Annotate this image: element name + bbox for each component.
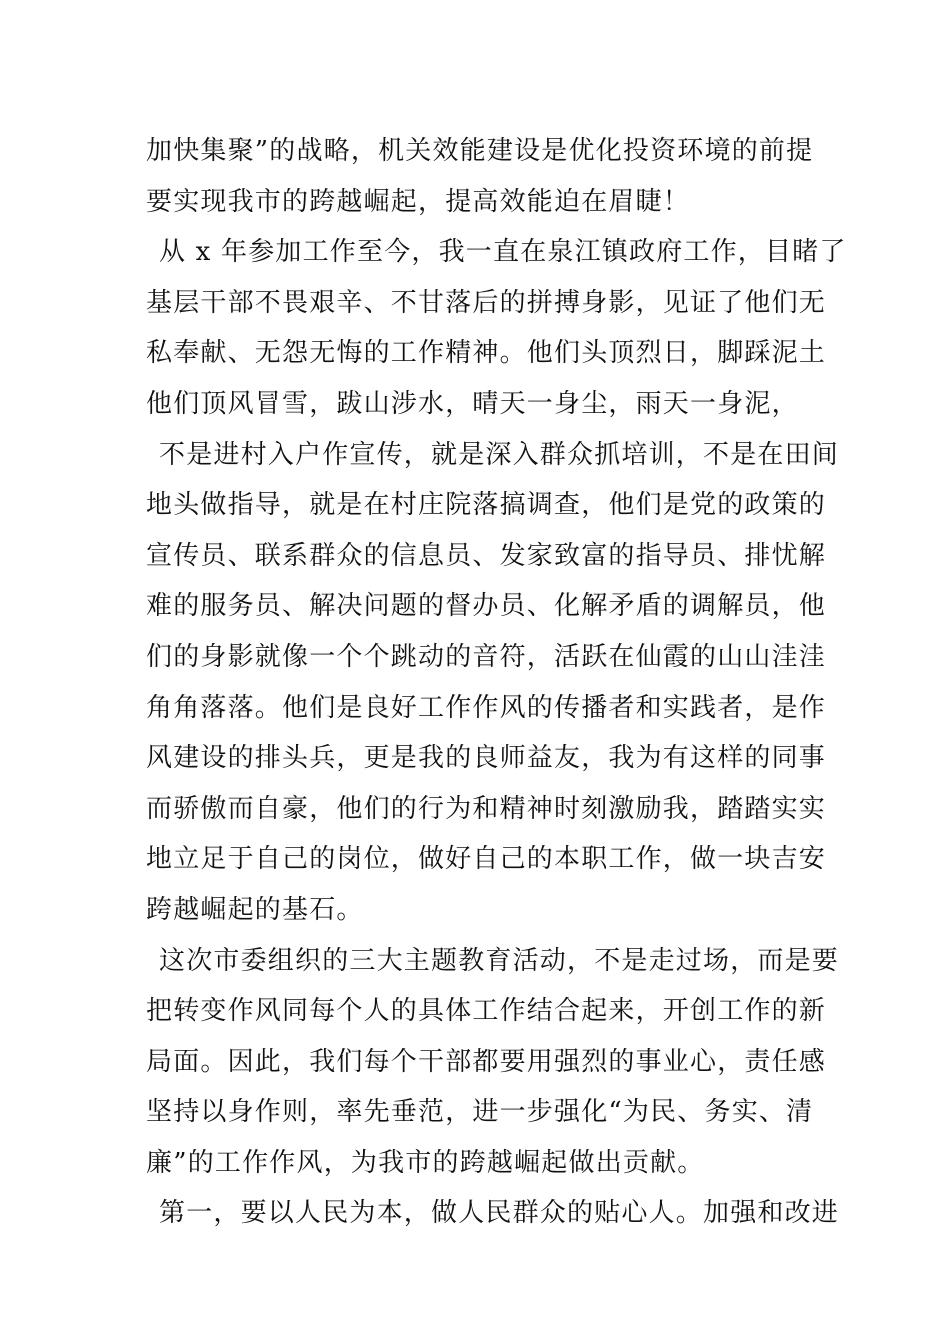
- paragraph-start-line: 第一，要以人民为本，做人民群众的贴心人。加强和改进: [159, 1198, 840, 1229]
- text-line: 角角落落。他们是良好工作作风的传播者和实践者，是作: [146, 692, 827, 723]
- text-line: 宣传员、联系群众的信息员、发家致富的指导员、排忧解: [146, 540, 827, 571]
- text-line: 们的身影就像一个个跳动的音符，活跃在仙霞的山山洼洼: [146, 641, 827, 672]
- text-line: 私奉献、无怨无悔的工作精神。他们头顶烈日，脚踩泥土: [146, 338, 827, 369]
- text-line: 而骄傲而自豪，他们的行为和精神时刻激励我，踏踏实实: [146, 793, 827, 824]
- text-line: 局面。因此，我们每个干部都要用强烈的事业心，责任感: [146, 1046, 827, 1077]
- text-line: 要实现我市的跨越崛起，提高效能迫在眉睫！: [146, 186, 691, 217]
- paragraph-start-line: 从 x 年参加工作至今，我一直在泉江镇政府工作，目睹了: [159, 237, 847, 268]
- text-line: 坚持以身作则，率先垂范，进一步强化“为民、务实、清: [146, 1097, 814, 1128]
- text-line: 他们顶风冒雪，跋山涉水，晴天一身尘，雨天一身泥，: [146, 388, 799, 419]
- text-line: 基层干部不畏艰辛、不甘落后的拼搏身影，见证了他们无: [146, 287, 827, 318]
- body-text: [146, 126, 847, 1239]
- paragraph-start-line: 不是进村入户作宣传，就是深入群众抓培训，不是在田间: [159, 439, 840, 470]
- text-line: 难的服务员、解决问题的督办员、化解矛盾的调解员，他: [146, 591, 827, 622]
- text-line: 风建设的排头兵，更是我的良师益友，我为有这样的同事: [146, 743, 827, 774]
- text-line: 跨越崛起的基石。: [146, 894, 364, 925]
- text-line: 廉”的工作作风，为我市的跨越崛起做出贡献。: [146, 1147, 705, 1178]
- text-line: 地立足于自己的岗位，做好自己的本职工作，做一块吉安: [146, 844, 827, 875]
- paragraph-start-line: 这次市委组织的三大主题教育活动，不是走过场，而是要: [159, 945, 840, 976]
- text-line: 地头做指导，就是在村庄院落搞调查，他们是党的政策的: [146, 490, 827, 521]
- text-line: 把转变作风同每个人的具体工作结合起来，开创工作的新: [146, 996, 827, 1027]
- text-line: 加快集聚”的战略，机关效能建设是优化投资环境的前提: [146, 136, 814, 166]
